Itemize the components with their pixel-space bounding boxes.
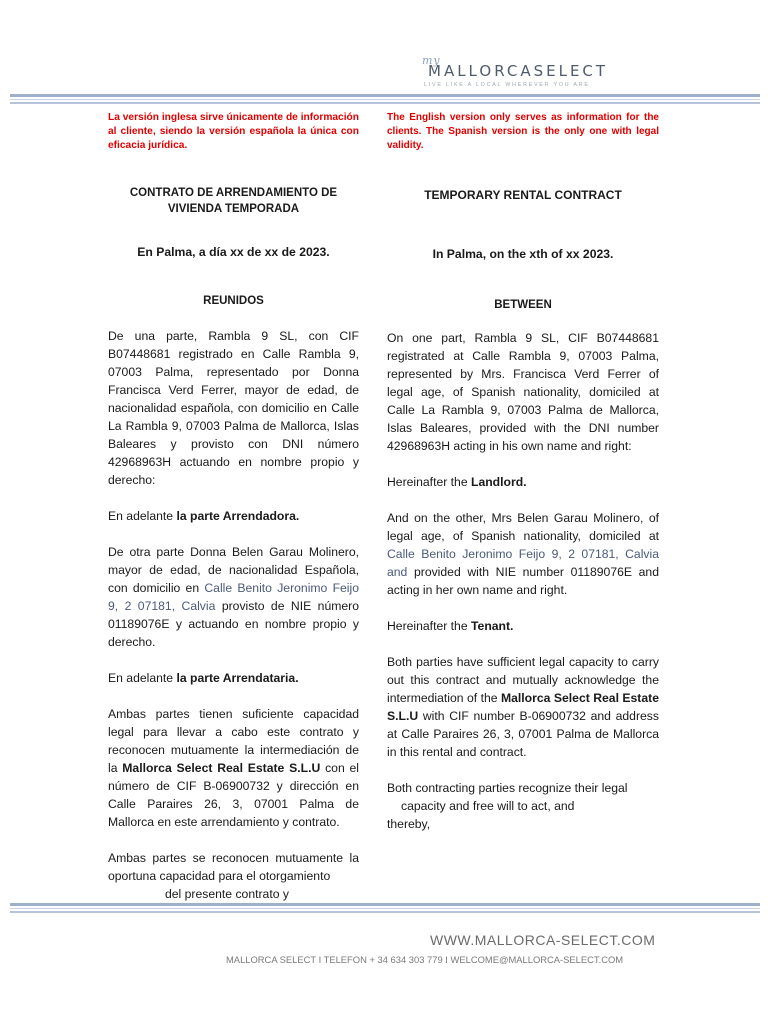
spanish-notice: La versión inglesa sirve únicamente de información al cliente, siendo la versión española la única con eficacia jurídica. xyxy=(108,112,359,151)
english-tenant-bold: Tenant. xyxy=(471,619,514,633)
spanish-landlord-label xyxy=(108,507,359,525)
spanish-title-line2: VIVIENDA TEMPORADA xyxy=(167,203,300,215)
english-tenant-text-b: provided with NIE number 01189076E and acting in her own name and right. xyxy=(387,565,659,597)
english-capacity-line2: capacity and free will to act, and xyxy=(401,799,575,813)
spanish-landlord-bold: la parte Arrendadora. xyxy=(176,509,300,523)
english-title: TEMPORARY RENTAL CONTRACT xyxy=(424,188,622,202)
english-landlord-prefix: Hereinafter the xyxy=(387,475,472,489)
spanish-capacity-paragraph xyxy=(108,849,359,903)
logo-wordmark: MALLORCASELECT xyxy=(428,62,609,80)
header-divider xyxy=(10,94,760,104)
spanish-intermediation-text-b: con el número de CIF B-06900732 y dirección en Calle Paraires 26, 3, 07001 Palma de Mallorca en este arrendamiento y contrato. xyxy=(108,761,359,829)
spanish-tenant-label xyxy=(108,669,359,687)
spanish-landlord-paragraph: De una parte, Rambla 9 SL, con CIF B07448681 registrado en Calle Rambla 9, 07003 Palma, representado por Donna Francisca Verd Ferrer, mayor de edad, de nacionalidad española, con domicilio en Calle La Rambla 9, 07003 Palma de Mallorca, Islas Baleares y provisto con DNI número 42968963H actuando en nombre propio y derecho: xyxy=(108,329,359,487)
english-intermediation-paragraph xyxy=(387,653,659,761)
english-capacity-line1: Both contracting parties recognize their legal xyxy=(387,781,628,795)
english-date: In Palma, on the xth of xx 2023. xyxy=(432,247,614,261)
mallorca-select-logo xyxy=(420,52,650,92)
spanish-title-line1: CONTRATO DE ARRENDAMIENTO DE xyxy=(129,187,338,199)
spanish-tenant-prefix: En adelante xyxy=(108,671,177,685)
spanish-tenant-paragraph xyxy=(108,543,359,651)
spanish-capacity-line1: Ambas partes se reconocen mutuamente la oportuna capacidad para el otorgamiento xyxy=(108,851,359,883)
english-capacity-line3: thereby, xyxy=(387,817,431,831)
english-intermediation-text-a: Both parties have sufficient legal capacity to carry out this contract and mutually acknowledge the intermediation of the xyxy=(387,655,659,705)
spanish-column xyxy=(108,111,359,903)
spanish-intermediation-text-a: Ambas partes tienen suficiente capacidad legal para llevar a cabo este contrato y reconocen mutuamente la intermediación de la xyxy=(108,707,359,775)
english-capacity-paragraph xyxy=(387,779,659,833)
spanish-intermediation-paragraph xyxy=(108,705,359,831)
spanish-tenant-bold: la parte Arrendataria. xyxy=(176,671,299,685)
logo-script: my xyxy=(422,54,441,67)
spanish-tenant-text-b: provisto de NIE número 01189076E y actuando en nombre propio y derecho. xyxy=(108,599,359,649)
footer-divider xyxy=(10,903,760,913)
english-parties-heading: BETWEEN xyxy=(494,299,552,311)
english-intermediation-text-b: with CIF number B-06900732 and address at Calle Paraires 26, 3, 07001 Palma de Mallorca in this rental and contract. xyxy=(387,709,659,759)
spanish-tenant-text-a: De otra parte Donna Belen Garau Molinero, mayor de edad, de nacionalidad Española, con domicilio en xyxy=(108,545,359,595)
english-tenant-address: Calle Benito Jeronimo Feijo 9, 2 07181, Calvia and xyxy=(387,547,659,579)
english-column xyxy=(387,111,659,833)
english-landlord-paragraph: On one part, Rambla 9 SL, CIF B07448681 registrated at Calle Rambla 9, 07003 Palma, represented by Mrs. Francisca Verd Ferrer of legal age, of Spanish nationality, domiciled at Calle La Rambla 9, 07003 Palma de Mallorca, Islas Baleares, provided with the DNI number 42968963H acting in his own name and right: xyxy=(387,331,659,453)
spanish-landlord-prefix: En adelante xyxy=(108,509,177,523)
english-tenant-text-a: And on the other, Mrs Belen Garau Molinero, of legal age, of Spanish nationality, domiciled at xyxy=(387,511,659,543)
spanish-tenant-address: Calle Benito Jeronimo Feijo 9, 2 07181, Calvia xyxy=(108,581,359,613)
english-landlord-label xyxy=(387,473,659,491)
logo-tagline: LIVE LIKE A LOCAL WHEREVER YOU ARE xyxy=(424,82,590,88)
english-tenant-paragraph xyxy=(387,509,659,599)
spanish-parties-heading: REUNIDOS xyxy=(203,295,264,307)
spanish-date: En Palma, a día xx de xx de 2023. xyxy=(137,245,330,259)
english-tenant-label xyxy=(387,617,659,635)
footer-contact-info: MALLORCA SELECT I TELEFON + 34 634 303 779 I WELCOME@MALLORCA-SELECT.COM xyxy=(226,954,624,965)
english-landlord-bold: Landlord. xyxy=(471,475,527,489)
spanish-agency-name: Mallorca Select Real Estate S.L.U xyxy=(122,761,321,775)
english-notice: The English version only serves as information for the clients. The Spanish version is the only one with legal validity. xyxy=(387,112,659,151)
english-agency-name: Mallorca Select Real Estate S.L.U xyxy=(387,691,659,723)
spanish-capacity-line2: del presente contrato y xyxy=(165,887,289,901)
footer-website: WWW.MALLORCA-SELECT.COM xyxy=(430,932,656,948)
english-tenant-prefix: Hereinafter the xyxy=(387,619,472,633)
spanish-title xyxy=(108,185,359,217)
